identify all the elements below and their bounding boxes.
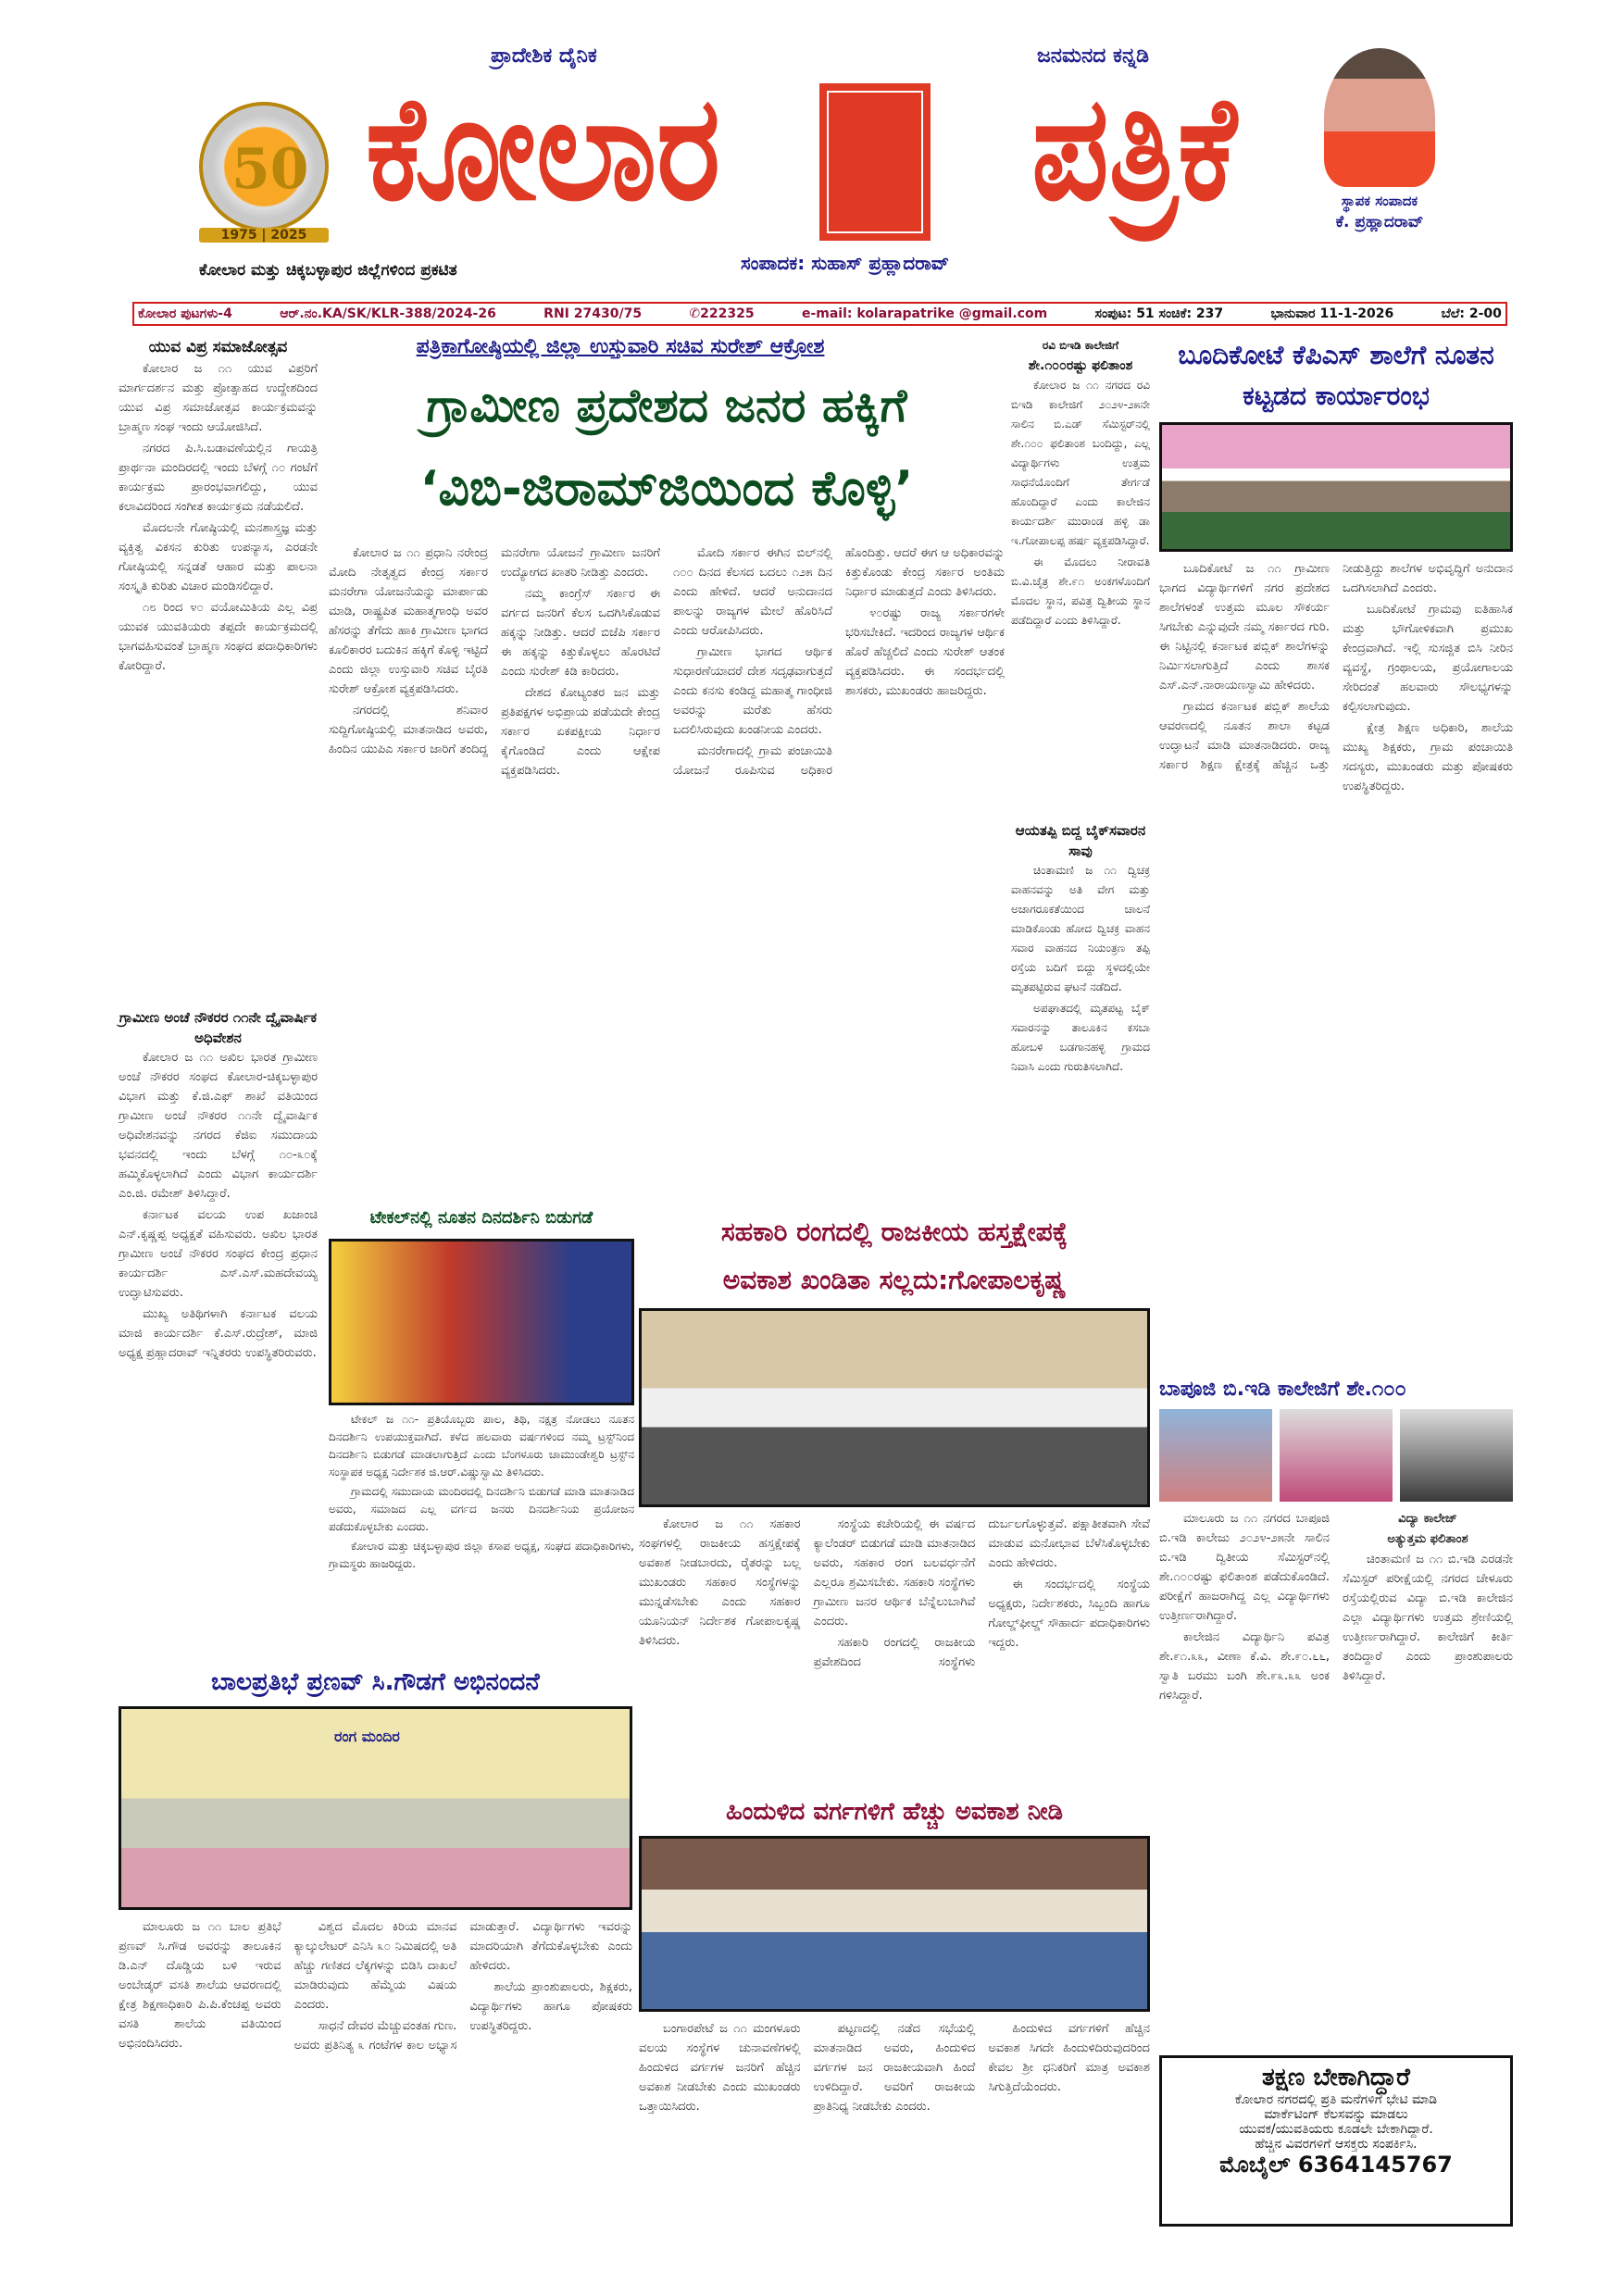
article-heading: ಅತ್ಯುತ್ತಮ ಫಲಿತಾಂಶ: [1387, 1532, 1468, 1546]
pranav-story: [119, 1662, 632, 2259]
article-body: ಕೋಲಾರ ಜ ೧೧ ಸಹಕಾರ ಸಂಘಗಳಲ್ಲಿ ರಾಜಕೀಯ ಹಸ್ತಕ್ಷೇಪಕ್ಕೆ ಅವಕಾಶ ನೀಡಬಾರದು, ರೈತರನ್ನು ಬಲ್ಲ ಮುಖಂಡರು ಸಹಕಾರ ಸಂಸ್ಥೆಗಳನ್ನು ಮುನ್ನಡೆಸಬೇಕು ಎಂದು ಸಹಕಾರ ಯೂನಿಯನ್ ನಿರ್ದೇಶಕ ಗೋಪಾಲಕೃಷ್ಣ ತಿಳಿಸಿದರು. ಸಂಸ್ಥೆಯ ಕಚೇರಿಯಲ್ಲಿ ಈ ವರ್ಷದ ಕ್ಯಾಲೆಂಡರ್ ಬಿಡುಗಡೆ ಮಾಡಿ ಮಾತನಾಡಿದ ಅವರು, ಸಹಕಾರ ರಂಗ ಬಲವರ್ಧನೆಗೆ ಎಲ್ಲರೂ ಶ್ರಮಿಸಬೇಕು. ಸಹಕಾರಿ ಸಂಸ್ಥೆಗಳು ಗ್ರಾಮೀಣ ಜನರ ಆರ್ಥಿಕ ಬೆನ್ನೆಲುಬಾಗಿವೆ ಎಂದರು. ಸಹಕಾರಿ ರಂಗದಲ್ಲಿ ರಾಜಕೀಯ ಪ್ರವೇಶದಿಂದ ಸಂಸ್ಥೆಗಳು ದುರ್ಬಲಗೊಳ್ಳುತ್ತವೆ. ಪಕ್ಷಾತೀತವಾಗಿ ಸೇವೆ ಮಾಡುವ ಮನೋಭಾವ ಬೆಳೆಸಿಕೊಳ್ಳಬೇಕು ಎಂದು ಹೇಳಿದರು. ಈ ಸಂದರ್ಭದಲ್ಲಿ ಸಂಸ್ಥೆಯ ಅಧ್ಯಕ್ಷರು, ನಿರ್ದೇಶಕರು, ಸಿಬ್ಬಂದಿ ಹಾಗೂ ಗೋಲ್ಡ್‌ಫೀಲ್ಡ್ ಸೌಹಾರ್ದ ಪದಾಧಿಕಾರಿಗಳು ಇದ್ದರು.: [639, 1517, 1150, 1669]
lead-story: [329, 335, 1005, 1196]
phone-number: ✆222325: [689, 306, 755, 321]
job-advertisement: ತಕ್ಷಣ ಬೇಕಾಗಿದ್ದಾರೆ ಕೋಲಾರ ನಗರದಲ್ಲಿ ಪ್ರತಿ ಮನೆಗಳಿಗೆ ಭೇಟಿ ಮಾಡಿ ಮಾರ್ಕೆಟಿಂಗ್ ಕೆಲಸವನ್ನು ಮಾಡಲು ಯುವಕ/ಯುವತಿಯರು ಕೂಡಲೇ ಬೇಕಾಗಿದ್ದಾರೆ. ಹೆಚ್ಚಿನ ವಿವರಗಳಿಗೆ ಆಸಕ್ತರು ಸಂಪರ್ಕಿಸಿ. ಮೊಬೈಲ್ 6364145767: [1159, 2055, 1513, 2227]
lead-body: ಕೋಲಾರ ಜ ೧೧ ಪ್ರಧಾನಿ ನರೇಂದ್ರ ಮೋದಿ ನೇತೃತ್ವದ ಕೇಂದ್ರ ಸರ್ಕಾರ ಮನರೇಗಾ ಯೋಜನೆಯನ್ನು ಮಾರ್ಪಾಡು ಮಾಡಿ, ರಾಷ್ಟ್ರಪಿತ ಮಹಾತ್ಮಗಾಂಧಿ ಅವರ ಹೆಸರನ್ನು ತೆಗೆದು ಹಾಕಿ ಗ್ರಾಮೀಣ ಭಾಗದ ಕೂಲಿಕಾರರ ಬದುಕಿನ ಹಕ್ಕಿಗೆ ಕೊಳ್ಳಿ ಇಟ್ಟಿದೆ ಎಂದು ಜಿಲ್ಲಾ ಉಸ್ತುವಾರಿ ಸಚಿವ ಬೈರತಿ ಸುರೇಶ್ ಆಕ್ರೋಶ ವ್ಯಕ್ತಪಡಿಸಿದರು. ನಗರದಲ್ಲಿ ಶನಿವಾರ ಸುದ್ದಿಗೋಷ್ಠಿಯಲ್ಲಿ ಮಾತನಾಡಿದ ಅವರು, ಹಿಂದಿನ ಯುಪಿಎ ಸರ್ಕಾರ ಜಾರಿಗೆ ತಂದಿದ್ದ ಮನರೇಗಾ ಯೋಜನೆ ಗ್ರಾಮೀಣ ಜನರಿಗೆ ಉದ್ಯೋಗದ ಖಾತರಿ ನೀಡಿತ್ತು ಎಂದರು. ನಮ್ಮ ಕಾಂಗ್ರೆಸ್ ಸರ್ಕಾರ ಈ ವರ್ಗದ ಜನರಿಗೆ ಕೆಲಸ ಒದಗಿಸಿಕೊಡುವ ಹಕ್ಕನ್ನು ನೀಡಿತ್ತು. ಆದರೆ ಬಿಜೆಪಿ ಸರ್ಕಾರ ಈ ಹಕ್ಕನ್ನು ಕಿತ್ತುಕೊಳ್ಳಲು ಹೊರಟಿದೆ ಎಂದು ಸುರೇಶ್ ಕಿಡಿ ಕಾರಿದರು. ದೇಶದ ಕೋಟ್ಯಂತರ ಜನ ಮತ್ತು ಪ್ರತಿಪಕ್ಷಗಳ ಅಭಿಪ್ರಾಯ ಪಡೆಯದೇ ಕೇಂದ್ರ ಸರ್ಕಾರ ಏಕಪಕ್ಷೀಯ ನಿರ್ಧಾರ ಕೈಗೊಂಡಿದೆ ಎಂದು ಆಕ್ಷೇಪ ವ್ಯಕ್ತಪಡಿಸಿದರು. ಮೋದಿ ಸರ್ಕಾರ ಈಗಿನ ಬಿಲ್‌ನಲ್ಲಿ ೧೦೦ ದಿನದ ಕೆಲಸದ ಬದಲು ೧೨೫ ದಿನ ಎಂದು ಹೇಳಿದೆ. ಆದರೆ ಅನುದಾನದ ಪಾಲನ್ನು ರಾಜ್ಯಗಳ ಮೇಲೆ ಹೊರಿಸಿದೆ ಎಂದು ಆರೋಪಿಸಿದರು. ಗ್ರಾಮೀಣ ಭಾಗದ ಆರ್ಥಿಕ ಸುಧಾರಣೆಯಾದರೆ ದೇಶ ಸದೃಢವಾಗುತ್ತದೆ ಎಂದು ಕನಸು ಕಂಡಿದ್ದ ಮಹಾತ್ಮ ಗಾಂಧೀಜಿ ಅವರನ್ನು ಮರೆತು ಹೆಸರು ಬದಲಿಸಿರುವುದು ಖಂಡನೀಯ ಎಂದರು. ಮನರೇಗಾದಲ್ಲಿ ಗ್ರಾಮ ಪಂಚಾಯಿತಿ ಯೋಜನೆ ರೂಪಿಸುವ ಅಧಿಕಾರ ಹೊಂದಿತ್ತು. ಆದರೆ ಈಗ ಆ ಅಧಿಕಾರವನ್ನು ಕಿತ್ತುಕೊಂಡು ಕೇಂದ್ರ ಸರ್ಕಾರ ಅಂತಿಮ ನಿರ್ಧಾರ ಮಾಡುತ್ತದೆ ಎಂದು ತಿಳಿಸಿದರು. ೪೦ರಷ್ಟು ರಾಜ್ಯ ಸರ್ಕಾರಗಳೇ ಭರಿಸಬೇಕಿದೆ. ಇದರಿಂದ ರಾಜ್ಯಗಳ ಆರ್ಥಿಕ ಹೊರೆ ಹೆಚ್ಚಲಿದೆ ಎಂದು ಸುರೇಶ್ ಆತಂಕ ವ್ಯಕ್ತಪಡಿಸಿದರು. ಈ ಸಂದರ್ಭದಲ್ಲಿ ಶಾಸಕರು, ಮುಖಂಡರು ಹಾಜರಿದ್ದರು.: [329, 546, 1005, 778]
calendar-release-photo: [329, 1239, 634, 1405]
info-bar: [132, 302, 1507, 326]
article-heading: ಶೇ.೧೦೦ರಷ್ಟು ಫಲಿತಾಂಶ: [1028, 358, 1133, 373]
masthead-tag-left: ಪ್ರಾದೇಶಿಕ ದೈನಿಕ: [491, 44, 597, 68]
article-heading: ಬೂದಿಕೋಟೆ ಕೆಪಿಎಸ್ ಶಾಲೆಗೆ ನೂತನ ಕಟ್ಟಡದ ಕಾರ್ಯಾರಂಭ: [1178, 340, 1494, 411]
article-heading: ಯುವ ವಿಪ್ರ ಸಮಾಜೋತ್ಸವ: [148, 338, 288, 356]
article-body: ಬಂಗಾರಪೇಟೆ ಜ ೧೧ ಮಂಗಳೂರು ವಲಯ ಸಂಸ್ಥೆಗಳ ಚುನಾವಣೆಗಳಲ್ಲಿ ಹಿಂದುಳಿದ ವರ್ಗಗಳ ಜನರಿಗೆ ಹೆಚ್ಚಿನ ಅವಕಾಶ ನೀಡಬೇಕು ಎಂದು ಮುಖಂಡರು ಒತ್ತಾಯಿಸಿದರು. ಪಟ್ಟಣದಲ್ಲಿ ನಡೆದ ಸಭೆಯಲ್ಲಿ ಮಾತನಾಡಿದ ಅವರು, ಹಿಂದುಳಿದ ವರ್ಗಗಳ ಜನ ರಾಜಕೀಯವಾಗಿ ಹಿಂದೆ ಉಳಿದಿದ್ದಾರೆ. ಅವರಿಗೆ ರಾಜಕೀಯ ಪ್ರಾತಿನಿಧ್ಯ ನೀಡಬೇಕು ಎಂದರು. ಹಿಂದುಳಿದ ವರ್ಗಗಳಿಗೆ ಹೆಚ್ಚಿನ ಅವಕಾಶ ಸಿಗದೇ ಹಿಂದುಳಿದಿರುವುದರಿಂದ ಕೇವಲ ಶ್ರೀ ಧನಿಕರಿಗೆ ಮಾತ್ರ ಅವಕಾಶ ಸಿಗುತ್ತಿದೆಯೆಂದರು.: [639, 2022, 1150, 2114]
email-address[interactable]: e-mail: kolarapatrike @gmail.com: [801, 306, 1048, 321]
page-count: ಕೋಲಾರ ಪುಟಗಳು-4: [138, 306, 232, 321]
masthead-emblem: [819, 83, 931, 241]
article-body: ಕೋಲಾರ ಜ ೧೧ ನಗರದ ರವಿ ಬಿಇಡಿ ಕಾಲೇಜಿಗೆ ೨೦೨೪-೨೫ನೇ ಸಾಲಿನ ಬಿ.ಎಡ್ ಸೆಮಿಸ್ಟರ್‌ನಲ್ಲಿ ಶೇ.೧೦೦ ಫಲಿತಾಂಶ ಬಂದಿದ್ದು, ಎಲ್ಲ ವಿದ್ಯಾರ್ಥಿಗಳು ಉತ್ತಮ ಸಾಧನೆಯೊಂದಿಗೆ ತೇರ್ಗಡೆ ಹೊಂದಿದ್ದಾರೆ ಎಂದು ಕಾಲೇಜಿನ ಕಾರ್ಯದರ್ಶಿ ಮುರಾಂಡ ಹಳ್ಳಿ ಡಾ ಇ.ಗೋಪಾಲಪ್ಪ ಹರ್ಷ ವ್ಯಕ್ತಪಡಿಸಿದ್ದಾರೆ. ಈ ಮೊದಲು ನೀರಾವತಿ ಬಿ.ವಿ.ಚೈತ್ರ ಶೇ.೯೧ ಅಂಕಗಳೊಂದಿಗೆ ಮೊದಲ ಸ್ಥಾನ, ಪವಿತ್ರ ದ್ವಿತೀಯ ಸ್ಥಾನ ಪಡೆದಿದ್ದಾರೆ ಎಂದು ತಿಳಿಸಿದ್ದಾರೆ.: [1011, 379, 1150, 627]
registration-number: ಆರ್.ನಂ.KA/SK/KLR-388/2024-26: [280, 306, 496, 321]
article-heading: ಗ್ರಾಮೀಣ ಅಂಚೆ ನೌಕರರ ೧೧ನೇ ದ್ವೈವಾರ್ಷಿಕ ಅಧಿವೇಶನ: [119, 1009, 318, 1046]
article-body: ಮಾಲೂರು ಜ ೧೧ ಬಾಲ ಪ್ರತಿಭೆ ಪ್ರಣವ್ ಸಿ.ಗೌಡ ಅವರನ್ನು ತಾಲೂಕಿನ ಡಿ.ಎನ್ ದೊಡ್ಡಿಯ ಬಳಿ ಇರುವ ಅಂಬೇಡ್ಕರ್ ವಸತಿ ಶಾಲೆಯ ಆವರಣದಲ್ಲಿ ಕ್ಷೇತ್ರ ಶಿಕ್ಷಣಾಧಿಕಾರಿ ಪಿ.ಪಿ.ಕೆಂಚಪ್ಪ ಅವರು ವಸತಿ ಶಾಲೆಯ ವತಿಯಿಂದ ಅಭಿನಂದಿಸಿದರು. ವಿಶ್ವದ ಮೊದಲ ಕಿರಿಯ ಮಾನವ ಕ್ಯಾಲ್ಕುಲೇಟರ್ ಎನಿಸಿ ೩೦ ನಿಮಿಷದಲ್ಲಿ ಅತಿ ಹೆಚ್ಚು ಗಣಿತದ ಲೆಕ್ಕಗಳನ್ನು ಬಿಡಿಸಿ ದಾಖಲೆ ಮಾಡಿರುವುದು ಹೆಮ್ಮೆಯ ವಿಷಯ ಎಂದರು. ಸಾಧನೆ ದೇವರ ಮೆಚ್ಚುವಂತಹ ಗುಣ. ಅವರು ಪ್ರತಿನಿತ್ಯ ೩ ಗಂಟೆಗಳ ಕಾಲ ಅಭ್ಯಾಸ ಮಾಡುತ್ತಾರೆ. ವಿದ್ಯಾರ್ಥಿಗಳು ಇವರನ್ನು ಮಾದರಿಯಾಗಿ ತೆಗೆದುಕೊಳ್ಳಬೇಕು ಎಂದು ಹೇಳಿದರು. ಶಾಲೆಯ ಪ್ರಾಂಶುಪಾಲರು, ಶಿಕ್ಷಕರು, ವಿದ್ಯಾರ್ಥಿಗಳು ಹಾಗೂ ಪೋಷಕರು ಉಪಸ್ಥಿತರಿದ್ದರು.: [119, 1920, 632, 2053]
student-photo: [1280, 1409, 1393, 1502]
third-column: ರವಿ ಬಿಇಡಿ ಕಾಲೇಜಿಗೆ ಶೇ.೧೦೦ರಷ್ಟು ಫಲಿತಾಂಶ ಕೋಲಾರ ಜ ೧೧ ನಗರದ ರವಿ ಬಿಇಡಿ ಕಾಲೇಜಿಗೆ ೨೦೨೪-೨೫ನೇ ಸಾಲಿನ ಬಿ.ಎಡ್ ಸೆಮಿಸ್ಟರ್‌ನಲ್ಲಿ ಶೇ.೧೦೦ ಫಲಿತಾಂಶ ಬಂದಿದ್ದು, ಎಲ್ಲ ವಿದ್ಯಾರ್ಥಿಗಳು ಉತ್ತಮ ಸಾಧನೆಯೊಂದಿಗೆ ತೇರ್ಗಡೆ ಹೊಂದಿದ್ದಾರೆ ಎಂದು ಕಾಲೇಜಿನ ಕಾರ್ಯದರ್ಶಿ ಮುರಾಂಡ ಹಳ್ಳಿ ಡಾ ಇ.ಗೋಪಾಲಪ್ಪ ಹರ್ಷ ವ್ಯಕ್ತಪಡಿಸಿದ್ದಾರೆ. ಈ ಮೊದಲು ನೀರಾವತಿ ಬಿ.ವಿ.ಚೈತ್ರ ಶೇ.೯೧ ಅಂಕಗಳೊಂದಿಗೆ ಮೊದಲ ಸ್ಥಾನ, ಪವಿತ್ರ ದ್ವಿತೀಯ ಸ್ಥಾನ ಪಡೆದಿದ್ದಾರೆ ಎಂದು ತಿಳಿಸಿದ್ದಾರೆ. ಆಯತಪ್ಪಿ ಬಿದ್ದ ಬೈಕ್‌ಸವಾರನ ಸಾವು ಚಿಂತಾಮಣಿ ಜ ೧೧ ದ್ವಿಚಕ್ರ ವಾಹನವನ್ನು ಅತಿ ವೇಗ ಮತ್ತು ಅಜಾಗರೂಕತೆಯಿಂದ ಚಾಲನೆ ಮಾಡಿಕೊಂಡು ಹೋದ ದ್ವಿಚಕ್ರ ವಾಹನ ಸವಾರ ವಾಹನದ ನಿಯಂತ್ರಣ ತಪ್ಪಿ ರಸ್ತೆಯ ಬದಿಗೆ ಬಿದ್ದು ಸ್ಥಳದಲ್ಲಿಯೇ ಮೃತಪಟ್ಟಿರುವ ಘಟನೆ ನಡೆದಿದೆ. ಅಪಘಾತದಲ್ಲಿ ಮೃತಪಟ್ಟ ಬೈಕ್ ಸವಾರನನ್ನು ತಾಲೂಕಿನ ಕಸಬಾ ಹೋಬಳಿ ಬಡಗಾನಹಳ್ಳಿ ಗ್ರಾಮದ ನಿವಾಸಿ ಎಂದು ಗುರುತಿಸಲಾಗಿದೆ.: [1011, 335, 1150, 1196]
calendar-release-group-photo: [639, 1308, 1150, 1507]
masthead: [0, 0, 1624, 294]
lead-kicker: ಪತ್ರಿಕಾಗೋಷ್ಠಿಯಲ್ಲಿ ಜಿಲ್ಲಾ ಉಸ್ತುವಾರಿ ಸಚಿವ ಸುರೇಶ್ ಆಕ್ರೋಶ: [416, 335, 825, 358]
article-body: ಟೇಕಲ್ ಜ ೧೧- ಪ್ರತಿಯೊಬ್ಬರು ಪಾಲ, ತಿಥಿ, ನಕ್ಷತ್ರ ನೋಡಲು ನೂತನ ದಿನದರ್ಶಿನಿ ಉಪಯುಕ್ತವಾಗಿದೆ. ಕಳೆದ ಹಲವಾರು ವರ್ಷಗಳಿಂದ ನಮ್ಮ ಟ್ರಸ್ಟ್‌ನಿಂದ ದಿನದರ್ಶಿನಿ ಬಿಡುಗಡೆ ಮಾಡಲಾಗುತ್ತಿದೆ ಎಂದು ಬೆಂಗಳೂರು ಚಾಮುಂಡೇಶ್ವರಿ ಟ್ರಸ್ಟ್‌ನ ಸಂಸ್ಥಾಪಕ ಅಧ್ಯಕ್ಷ ನಿರ್ದೇಶಕ ಜಿ.ಆರ್.ವಿಷ್ಣುಸ್ವಾಮಿ ತಿಳಿಸಿದರು. ಗ್ರಾಮದಲ್ಲಿ ಸಮುದಾಯ ಮಂದಿರದಲ್ಲಿ ದಿನದರ್ಶಿನಿ ಬಿಡುಗಡೆ ಮಾಡಿ ಮಾತನಾಡಿದ ಅವರು, ಸಮಾಜದ ಎಲ್ಲ ವರ್ಗದ ಜನರು ದಿನದರ್ಶಿನಿಯ ಪ್ರಯೋಜನ ಪಡೆದುಕೊಳ್ಳಬೇಕು ಎಂದರು. ಕೋಲಾರ ಮತ್ತು ಚಿಕ್ಕಬಳ್ಳಾಪುರ ಜಿಲ್ಲಾ ಕಸಾಪ ಅಧ್ಯಕ್ಷ, ಸಂಘದ ಪದಾಧಿಕಾರಿಗಳು, ಗ್ರಾಮಸ್ಥರು ಹಾಜರಿದ್ದರು.: [329, 1413, 634, 1570]
article-heading: ಬಾಪೂಜಿ ಬಿ.ಇಡಿ ಕಾಲೇಜಿಗೆ ಶೇ.೧೦೦: [1159, 1378, 1406, 1401]
anniversary-logo: 50 1975 | 2025: [190, 65, 338, 250]
founder-name: ಕೆ. ಪ್ರಹ್ಲಾದರಾವ್: [1335, 213, 1424, 231]
article-heading: ಆಯತಪ್ಪಿ ಬಿದ್ದ ಬೈಕ್‌ಸವಾರನ ಸಾವು: [1015, 822, 1146, 859]
ad-phone-number: 6364145767: [1297, 2152, 1453, 2177]
right-column: [1159, 335, 1513, 2261]
price: ಬೆಲೆ: 2-00: [1441, 306, 1502, 321]
masthead-title-left: ಕೋಲಾರ: [366, 62, 720, 233]
school-event-photo: [1159, 422, 1513, 552]
article-heading: ಹಿಂದುಳಿದ ವರ್ಗಗಳಿಗೆ ಹೆಚ್ಚು ಅವಕಾಶ ನೀಡಿ: [725, 1798, 1064, 1826]
issue-date: ಭಾನುವಾರ 11-1-2026: [1270, 306, 1394, 321]
sahakari-story: [639, 1208, 1150, 1787]
editor-line: ಸಂಪಾದಕ: ಸುಹಾಸ್ ಪ್ರಹ್ಲಾದರಾವ್: [741, 252, 950, 274]
hindulida-story: [639, 1791, 1150, 2259]
article-body: ಕೋಲಾರ ಜ ೧೧ ಯುವ ವಿಪ್ರರಿಗೆ ಮಾರ್ಗದರ್ಶನ ಮತ್ತು ಪ್ರೋತ್ಸಾಹದ ಉದ್ದೇಶದಿಂದ ಯುವ ವಿಪ್ರ ಸಮಾಜೋತ್ಸವ ಕಾರ್ಯಕ್ರಮವನ್ನು ಬ್ರಾಹ್ಮಣ ಸಂಘ ಇಂದು ಆಯೋಜಿಸಿದೆ. ನಗರದ ಪಿ.ಸಿ.ಬಡಾವಣೆಯಲ್ಲಿನ ಗಾಯತ್ರಿ ಪ್ರಾರ್ಥನಾ ಮಂದಿರದಲ್ಲಿ ಇಂದು ಬೆಳಗ್ಗೆ ೧೦ ಗಂಟೆಗೆ ಕಾರ್ಯಕ್ರಮ ಪ್ರಾರಂಭವಾಗಲಿದ್ದು, ಯುವ ಕಲಾವಿದರಿಂದ ಸಂಗೀತ ಕಾರ್ಯಕ್ರಮ ನಡೆಯಲಿದೆ. ಮೊದಲನೇ ಗೋಷ್ಠಿಯಲ್ಲಿ ಮನಶಾಸ್ತ್ರಜ್ಞ ಮತ್ತು ವ್ಯಕ್ತಿತ್ವ ವಿಕಸನ ಕುರಿತು ಉಪನ್ಯಾಸ, ಎರಡನೇ ಗೋಷ್ಠಿಯಲ್ಲಿ ಸನ್ನಡತೆ ಆಹಾರ ಮತ್ತು ಪಾಲನಾ ಸಂಸ್ಕೃತಿ ಕುರಿತು ವಿಚಾರ ಮಂಡಿಸಲಿದ್ದಾರೆ. ೧೮ ರಿಂದ ೪೦ ವಯೋಮಿತಿಯ ಎಲ್ಲ ವಿಪ್ರ ಯುವಕ ಯುವತಿಯರು ತಪ್ಪದೇ ಕಾರ್ಯಕ್ರಮದಲ್ಲಿ ಭಾಗವಹಿಸುವಂತೆ ಬ್ರಾಹ್ಮಣ ಸಂಘದ ಪದಾಧಿಕಾರಿಗಳು ಕೋರಿದ್ದಾರೆ.: [119, 362, 318, 673]
article-body: ಬೂದಿಕೋಟೆ ಜ ೧೧ ಗ್ರಾಮೀಣ ಭಾಗದ ವಿದ್ಯಾರ್ಥಿಗಳಿಗೆ ನಗರ ಪ್ರದೇಶದ ಶಾಲೆಗಳಂತೆ ಉತ್ತಮ ಮೂಲ ಸೌಕರ್ಯ ಸಿಗಬೇಕು ಎನ್ನುವುದೇ ನಮ್ಮ ಸರ್ಕಾರದ ಗುರಿ. ಈ ನಿಟ್ಟಿನಲ್ಲಿ ಕರ್ನಾಟಕ ಪಬ್ಲಿಕ್ ಶಾಲೆಗಳನ್ನು ನಿರ್ಮಿಸಲಾಗುತ್ತಿದೆ ಎಂದು ಶಾಸಕ ಎಸ್.ಎನ್.ನಾರಾಯಣಸ್ವಾಮಿ ಹೇಳಿದರು. ಗ್ರಾಮದ ಕರ್ನಾಟಕ ಪಬ್ಲಿಕ್ ಶಾಲೆಯ ಆವರಣದಲ್ಲಿ ನೂತನ ಶಾಲಾ ಕಟ್ಟಡ ಉದ್ಘಾಟನೆ ಮಾಡಿ ಮಾತನಾಡಿದರು. ರಾಜ್ಯ ಸರ್ಕಾರ ಶಿಕ್ಷಣ ಕ್ಷೇತ್ರಕ್ಕೆ ಹೆಚ್ಚಿನ ಒತ್ತು ನೀಡುತ್ತಿದ್ದು ಶಾಲೆಗಳ ಅಭಿವೃದ್ಧಿಗೆ ಅನುದಾನ ಒದಗಿಸಲಾಗಿದೆ ಎಂದರು. ಬೂದಿಕೋಟೆ ಗ್ರಾಮವು ಐತಿಹಾಸಿಕ ಮತ್ತು ಭೌಗೋಳಿಕವಾಗಿ ಪ್ರಮುಖ ಕೇಂದ್ರವಾಗಿದೆ. ಇಲ್ಲಿ ಸುಸಜ್ಜಿತ ಬಿಸಿ ನೀರಿನ ವ್ಯವಸ್ಥೆ, ಗ್ರಂಥಾಲಯ, ಪ್ರಯೋಗಾಲಯ ಸೇರಿದಂತೆ ಹಲವಾರು ಸೌಲಭ್ಯಗಳನ್ನು ಕಲ್ಪಿಸಲಾಗುವುದು. ಕ್ಷೇತ್ರ ಶಿಕ್ಷಣ ಅಧಿಕಾರಿ, ಶಾಲೆಯ ಮುಖ್ಯ ಶಿಕ್ಷಕರು, ಗ್ರಾಮ ಪಂಚಾಯಿತಿ ಸದಸ್ಯರು, ಮುಖಂಡರು ಮತ್ತು ಪೋಷಕರು ಉಪಸ್ಥಿತರಿದ್ದರು.: [1159, 562, 1513, 793]
article-heading: ಅವಕಾಶ ಖಂಡಿತಾ ಸಲ್ಲದು:ಗೋಪಾಲಕೃಷ್ಣ: [722, 1265, 1067, 1295]
article-body: ಚಿಂತಾಮಣಿ ಜ ೧೧ ದ್ವಿಚಕ್ರ ವಾಹನವನ್ನು ಅತಿ ವೇಗ ಮತ್ತು ಅಜಾಗರೂಕತೆಯಿಂದ ಚಾಲನೆ ಮಾಡಿಕೊಂಡು ಹೋದ ದ್ವಿಚಕ್ರ ವಾಹನ ಸವಾರ ವಾಹನದ ನಿಯಂತ್ರಣ ತಪ್ಪಿ ರಸ್ತೆಯ ಬದಿಗೆ ಬಿದ್ದು ಸ್ಥಳದಲ್ಲಿಯೇ ಮೃತಪಟ್ಟಿರುವ ಘಟನೆ ನಡೆದಿದೆ. ಅಪಘಾತದಲ್ಲಿ ಮೃತಪಟ್ಟ ಬೈಕ್ ಸವಾರನನ್ನು ತಾಲೂಕಿನ ಕಸಬಾ ಹೋಬಳಿ ಬಡಗಾನಹಳ್ಳಿ ಗ್ರಾಮದ ನಿವಾಸಿ ಎಂದು ಗುರುತಿಸಲಾಗಿದೆ.: [1011, 864, 1150, 1073]
lead-headline: ಗ್ರಾಮೀಣ ಪ್ರದೇಶದ ಜನರ ಹಕ್ಕಿಗೆ: [426, 379, 907, 432]
volume-issue: ಸಂಪುಟ: 51 ಸಂಚಿಕೆ: 237: [1094, 306, 1224, 321]
article-heading: ಸಹಕಾರಿ ರಂಗದಲ್ಲಿ ರಾಜಕೀಯ ಹಸ್ತಕ್ಷೇಪಕ್ಕೆ: [720, 1217, 1068, 1247]
founder-role: ಸ್ಥಾಪಕ ಸಂಪಾದಕ: [1341, 193, 1418, 209]
masthead-title-right: ಪತ್ರಿಕೆ: [1031, 62, 1237, 233]
article-heading: ಟೇಕಲ್‌ನಲ್ಲಿ ನೂತನ ದಿನದರ್ಶಿನಿ ಬಿಡುಗಡೆ: [369, 1208, 593, 1228]
article-body: ಕೋಲಾರ ಜ ೧೧ ಅಖಿಲ ಭಾರತ ಗ್ರಾಮೀಣ ಅಂಚೆ ನೌಕರರ ಸಂಘದ ಕೋಲಾರ-ಚಿಕ್ಕಬಳ್ಳಾಪುರ ವಿಭಾಗ ಮತ್ತು ಕೆ.ಜಿ.ಎಫ್ ಶಾಖೆ ವತಿಯಿಂದ ಗ್ರಾಮೀಣ ಅಂಚೆ ನೌಕರರ ೧೧ನೇ ದ್ವೈವಾರ್ಷಿಕ ಅಧಿವೇಶನವನ್ನು ನಗರದ ಕೆಜಿಐ ಸಮುದಾಯ ಭವನದಲ್ಲಿ ಇಂದು ಬೆಳಗ್ಗೆ ೧೦-೩೦ಕ್ಕೆ ಹಮ್ಮಿಕೊಳ್ಳಲಾಗಿದೆ ಎಂದು ವಿಭಾಗ ಕಾರ್ಯದರ್ಶಿ ಎಂ.ಜಿ. ರಮೇಶ್ ತಿಳಿಸಿದ್ದಾರೆ. ಕರ್ನಾಟಕ ವಲಯ ಉಪ ಖಜಾಂಚಿ ಎನ್.ಕೃಷ್ಣಪ್ಪ ಅಧ್ಯಕ್ಷತೆ ವಹಿಸುವರು. ಅಖಿಲ ಭಾರತ ಗ್ರಾಮೀಣ ಅಂಚೆ ನೌಕರರ ಸಂಘದ ಕೇಂದ್ರ ಪ್ರಧಾನ ಕಾರ್ಯದರ್ಶಿ ಎಸ್.ಎಸ್.ಮಹದೇವಯ್ಯ ಉದ್ಘಾಟಿಸುವರು. ಮುಖ್ಯ ಅತಿಥಿಗಳಾಗಿ ಕರ್ನಾಟಕ ವಲಯ ಮಾಜಿ ಕಾರ್ಯದರ್ಶಿ ಕೆ.ಎಸ್.ರುದ್ರೇಶ್, ಮಾಜಿ ಅಧ್ಯಕ್ಷ ಪ್ರಹ್ಲಾದರಾವ್ ಇನ್ನಿತರರು ಉಪಸ್ಥಿತರಿರುವರು.: [119, 1051, 318, 1360]
tekal-story: [329, 1204, 634, 1657]
article-heading: ಬಾಲಪ್ರತಿಭೆ ಪ್ರಣವ್ ಸಿ.ಗೌಡಗೆ ಅಭಿನಂದನೆ: [211, 1668, 540, 1696]
student-photo: [1159, 1409, 1272, 1502]
felicitation-photo: ರಂಗ ಮಂದಿರ: [119, 1706, 632, 1910]
masthead-tagline: ಕೋಲಾರ ಮತ್ತು ಚಿಕ್ಕಬಳ್ಳಾಪುರ ಜಿಲ್ಲೆಗಳಿಂದ ಪ್ರಕಟಿತ: [199, 261, 457, 280]
rni-number: RNI 27430/75: [543, 306, 643, 321]
student-photos: [1159, 1409, 1513, 1502]
lead-headline: ‘ವಿಬಿ-ಜಿರಾಮ್‌ಜಿಯಿಂದ ಕೊಳ್ಳಿ’: [419, 461, 914, 517]
student-photo: [1400, 1409, 1513, 1502]
founder-photo: [1324, 48, 1435, 187]
masthead-tag-right: ಜನಮನದ ಕನ್ನಡಿ: [1037, 44, 1150, 68]
group-photo: [639, 1836, 1150, 2012]
article-body: ಮಾಲೂರು ಜ ೧೧ ನಗರದ ಬಾಪೂಜಿ ಬಿ.ಇಡಿ ಕಾಲೇಜು ೨೦೨೪-೨೫ನೇ ಸಾಲಿನ ಬಿ.ಇಡಿ ದ್ವಿತೀಯ ಸೆಮಿಸ್ಟರ್‌ನಲ್ಲಿ ಶೇ.೧೦೦ರಷ್ಟು ಫಲಿತಾಂಶ ಪಡೆದುಕೊಂಡಿದೆ. ಪರೀಕ್ಷೆಗೆ ಹಾಜರಾಗಿದ್ದ ಎಲ್ಲ ವಿದ್ಯಾರ್ಥಿಗಳು ಉತ್ತೀರ್ಣರಾಗಿದ್ದಾರೆ. ಕಾಲೇಜಿನ ವಿದ್ಯಾರ್ಥಿನಿ ಪವಿತ್ರ ಶೇ.೯೧.೩೩, ವೀಣಾ ಕೆ.ವಿ. ಶೇ.೯೦.೬೬, ಸ್ವಾತಿ ಬರಮು ಬಂಗಿ ಶೇ.೯೩.೩೩ ಅಂಕ ಗಳಿಸಿದ್ದಾರೆ. ವಿದ್ಯಾ ಕಾಲೇಜ್ ಅತ್ಯುತ್ತಮ ಫಲಿತಾಂಶ ಚಿಂತಾಮಣಿ ಜ ೧೧ ಬಿ.ಇಡಿ ಎರಡನೇ ಸೆಮಿಸ್ಟರ್ ಪರೀಕ್ಷೆಯಲ್ಲಿ ನಗರದ ಚೇಳೂರು ರಸ್ತೆಯಲ್ಲಿರುವ ವಿದ್ಯಾ ಬಿ.ಇಡಿ ಕಾಲೇಜಿನ ಎಲ್ಲಾ ವಿದ್ಯಾರ್ಥಿಗಳು ಉತ್ತಮ ಶ್ರೇಣಿಯಲ್ಲಿ ಉತ್ತೀರ್ಣರಾಗಿದ್ದಾರೆ. ಕಾಲೇಜಿಗೆ ಕೀರ್ತಿ ತಂದಿದ್ದಾರೆ ಎಂದು ಪ್ರಾಂಶುಪಾಲರು ತಿಳಿಸಿದ್ದಾರೆ.: [1159, 1512, 1513, 1703]
